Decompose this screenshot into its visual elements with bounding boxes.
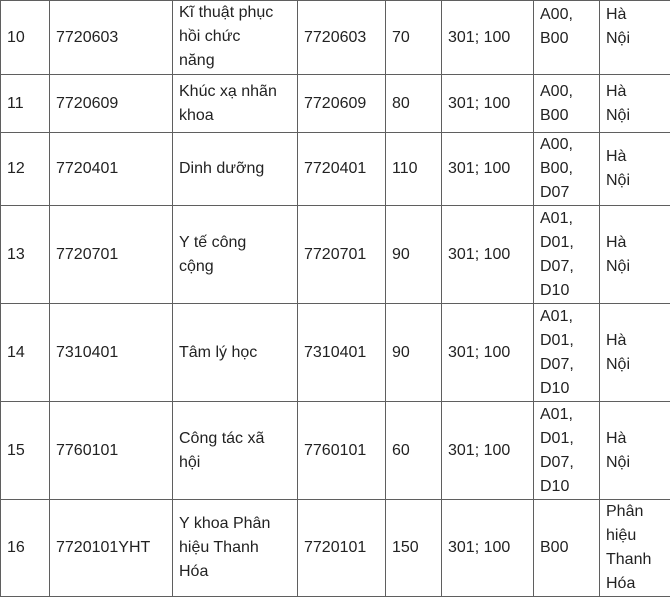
quota-cell: 90 — [386, 206, 442, 304]
table-row — [1, 304, 670, 402]
major-name-cell: Khúc xạ nhãn khoa — [173, 75, 298, 133]
location-cell: Hà Nội — [600, 133, 670, 206]
table-row — [1, 206, 670, 304]
location-cell: Hà Nội — [600, 75, 670, 133]
major-name-cell: Kĩ thuật phục hồi chức năng — [173, 1, 298, 75]
subject-combination-cell: A01, D01, D07, D10 — [534, 304, 600, 402]
subject-combination-cell: B00 — [534, 500, 600, 597]
method-cell: 301; 100 — [442, 75, 534, 133]
quota-cell: 110 — [386, 133, 442, 206]
row-number-cell: 16 — [1, 500, 50, 597]
quota-cell: 60 — [386, 402, 442, 500]
quota-cell: 70 — [386, 1, 442, 75]
location-cell: Phân hiệu Thanh Hóa — [600, 500, 670, 597]
table-row — [1, 1, 670, 75]
table-row — [1, 75, 670, 133]
location-cell: Hà Nội — [600, 402, 670, 500]
subject-combination-cell: A01, D01, D07, D10 — [534, 402, 600, 500]
admission-code-cell: 7720401 — [298, 133, 386, 206]
admission-code-cell: 7310401 — [298, 304, 386, 402]
major-code-cell: 7720609 — [50, 75, 173, 133]
major-name-cell: Y tế công cộng — [173, 206, 298, 304]
method-cell: 301; 100 — [442, 1, 534, 75]
table-body — [1, 1, 670, 597]
method-cell: 301; 100 — [442, 304, 534, 402]
admission-code-cell: 7760101 — [298, 402, 386, 500]
quota-cell: 150 — [386, 500, 442, 597]
major-code-cell: 7720101YHT — [50, 500, 173, 597]
admission-code-cell: 7720603 — [298, 1, 386, 75]
location-cell: Hà Nội — [600, 1, 670, 75]
subject-combination-cell: A00, B00, D07 — [534, 133, 600, 206]
major-name-cell: Dinh dưỡng — [173, 133, 298, 206]
major-code-cell: 7720401 — [50, 133, 173, 206]
method-cell: 301; 100 — [442, 402, 534, 500]
major-code-cell: 7310401 — [50, 304, 173, 402]
method-cell: 301; 100 — [442, 133, 534, 206]
row-number-cell: 14 — [1, 304, 50, 402]
subject-combination-cell: A00, B00 — [534, 75, 600, 133]
admission-code-cell: 7720609 — [298, 75, 386, 133]
table-row — [1, 133, 670, 206]
table-row — [1, 500, 670, 597]
quota-cell: 80 — [386, 75, 442, 133]
subject-combination-cell: A01, D01, D07, D10 — [534, 206, 600, 304]
row-number-cell: 12 — [1, 133, 50, 206]
major-name-cell: Y khoa Phân hiệu Thanh Hóa — [173, 500, 298, 597]
admission-code-cell: 7720701 — [298, 206, 386, 304]
row-number-cell: 10 — [1, 1, 50, 75]
admission-code-cell: 7720101 — [298, 500, 386, 597]
major-code-cell: 7720701 — [50, 206, 173, 304]
method-cell: 301; 100 — [442, 500, 534, 597]
location-cell: Hà Nội — [600, 206, 670, 304]
method-cell: 301; 100 — [442, 206, 534, 304]
row-number-cell: 11 — [1, 75, 50, 133]
major-code-cell: 7720603 — [50, 1, 173, 75]
quota-cell: 90 — [386, 304, 442, 402]
major-code-cell: 7760101 — [50, 402, 173, 500]
major-name-cell: Công tác xã hội — [173, 402, 298, 500]
row-number-cell: 15 — [1, 402, 50, 500]
location-cell: Hà Nội — [600, 304, 670, 402]
subject-combination-cell: A00, B00 — [534, 1, 600, 75]
row-number-cell: 13 — [1, 206, 50, 304]
major-name-cell: Tâm lý học — [173, 304, 298, 402]
table-row — [1, 402, 670, 500]
